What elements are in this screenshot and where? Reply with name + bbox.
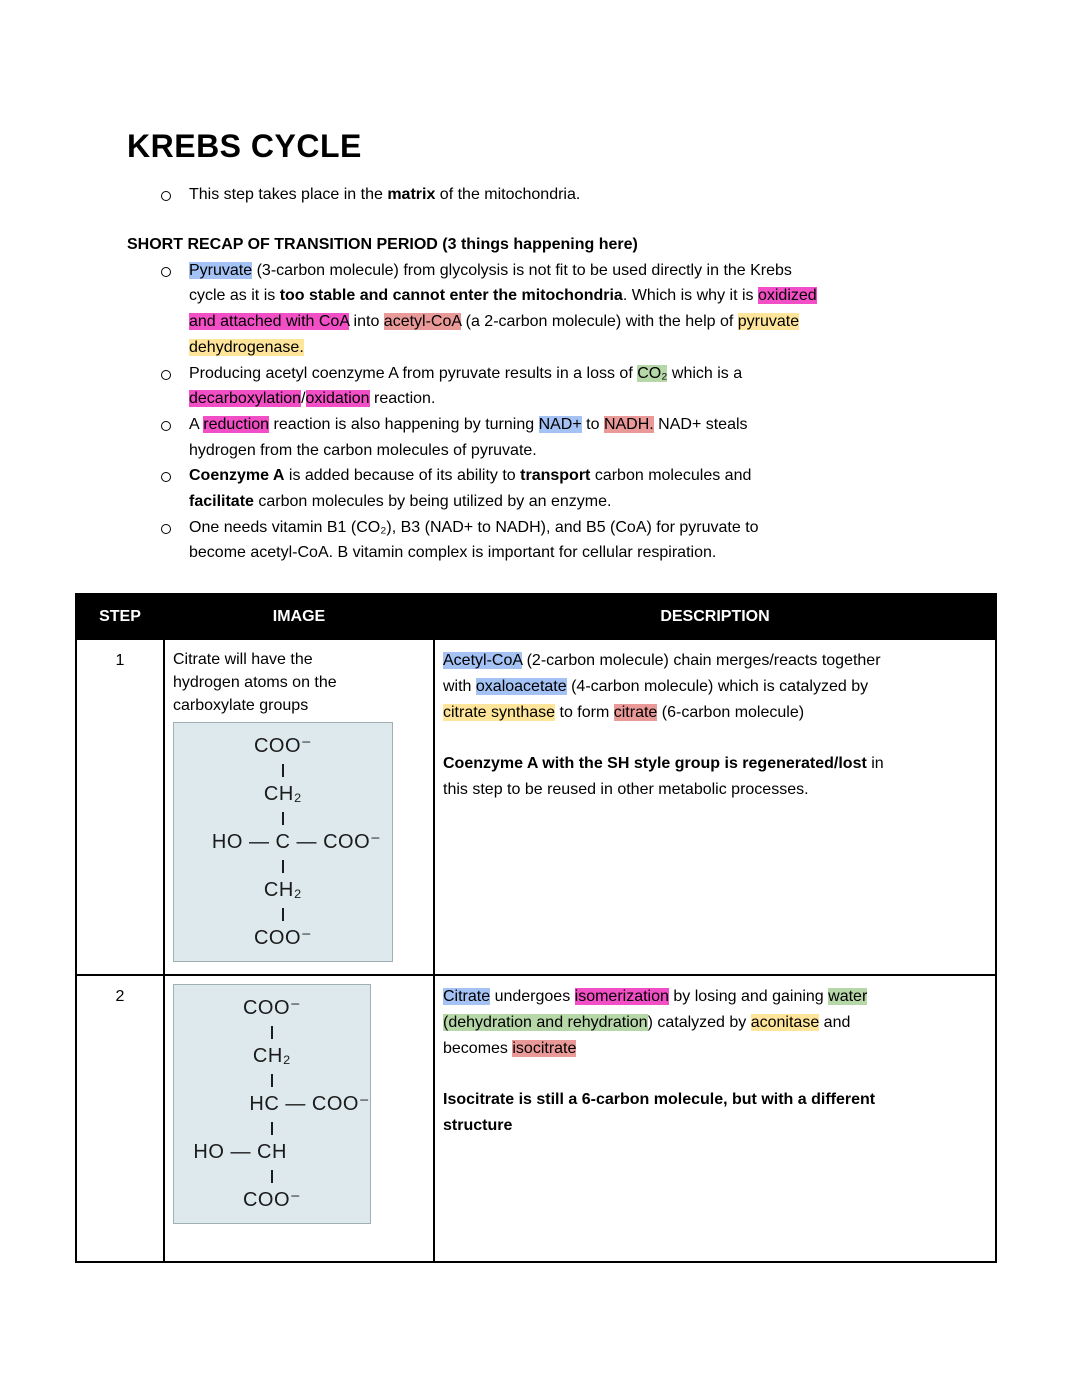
text-segment: (4-carbon molecule) which is catalyzed by [566, 677, 869, 695]
text-segment: too stable and cannot enter the mitochondria [279, 287, 623, 305]
text-segment: carbon molecules and [590, 467, 752, 485]
structure-row [174, 1164, 370, 1188]
highlighted-text: aconitase [750, 1013, 820, 1031]
text-segment: Coenzyme A with the SH style group is regenerated/lost [443, 755, 867, 773]
structure-row [174, 734, 392, 758]
bond-icon [271, 1074, 274, 1087]
list-item [161, 412, 1080, 463]
circle-bullet-icon [161, 472, 171, 482]
description-paragraph [443, 648, 987, 725]
highlighted-text: NAD+ [538, 415, 582, 433]
highlighted-text: NADH. [603, 415, 654, 433]
circle-bullet-icon [161, 524, 171, 534]
highlighted-text: Citrate [443, 988, 491, 1006]
text-segment: (2-carbon molecule) chain merges/reacts together [522, 652, 881, 670]
atom-label: COO⁻ [242, 997, 302, 1020]
highlighted-text: Pyruvate [189, 261, 253, 279]
text-segment: and [819, 1013, 851, 1031]
text-segment: to form [555, 703, 614, 721]
text-segment: of the mitochondria. [435, 186, 581, 203]
atom-label: COO⁻ [242, 1189, 302, 1212]
molecule-structure-citrate [173, 722, 393, 962]
atom-label: CH [257, 1141, 287, 1164]
text-segment: / [301, 390, 306, 408]
image-cell [164, 975, 434, 1262]
text-segment: which is a [667, 364, 743, 382]
bond-icon [271, 1026, 274, 1039]
text-segment: facilitate [189, 493, 254, 511]
description-paragraph [443, 751, 987, 802]
text-segment: cycle as it is [189, 287, 280, 305]
text-segment: to [581, 415, 604, 433]
highlighted-text: oxidized [757, 287, 817, 305]
text-segment: reaction. [369, 390, 436, 408]
text-segment: by losing and gaining [668, 988, 829, 1006]
structure-row [174, 996, 370, 1020]
table-header-row [76, 594, 996, 639]
highlighted-text: Acetyl-CoA [443, 652, 523, 670]
list-item-text [189, 361, 951, 412]
structure-row [174, 854, 392, 878]
highlighted-text: decarboxylation [189, 390, 302, 408]
text-segment: with [443, 677, 476, 695]
text-segment: NAD+ steals [653, 415, 748, 433]
atom-label: CH₂ [263, 783, 303, 806]
highlighted-text: pyruvate [737, 313, 800, 331]
atom-label: HO — [193, 1141, 258, 1164]
molecule-structure-isocitrate [173, 984, 371, 1224]
text-segment: (a 2-carbon molecule) with the help of [461, 313, 738, 331]
highlighted-text: reduction [203, 415, 270, 433]
text-segment: hydrogen atoms on the [173, 674, 337, 692]
structure-row [174, 1044, 370, 1068]
recap-bullet-list [0, 258, 1080, 566]
structure-row [174, 1116, 370, 1140]
highlighted-text: isomerization [574, 988, 669, 1006]
description-paragraph [443, 1087, 987, 1138]
list-item-text [189, 412, 951, 463]
text-segment: into [349, 313, 384, 331]
structure-row [174, 806, 392, 830]
text-segment: is added because of its ability to [284, 467, 521, 485]
description-cell [434, 639, 996, 975]
highlighted-text: isocitrate [512, 1039, 577, 1057]
steps-table [75, 593, 997, 1263]
bond-icon [282, 860, 285, 873]
image-cell [164, 639, 434, 975]
intro-bullet-list [0, 182, 1080, 208]
highlighted-text: (dehydration and rehydration [443, 1013, 648, 1031]
atom-label: COO⁻ [253, 735, 313, 758]
text-segment: undergoes [490, 988, 575, 1006]
text-segment: matrix [387, 186, 436, 203]
bond-icon [282, 908, 285, 921]
text-segment: hydrogen from the carbon molecules of pyruvate. [189, 441, 537, 459]
column-header-description: DESCRIPTION [434, 594, 996, 639]
structure-row [174, 1092, 370, 1116]
atom-label: C [275, 831, 291, 854]
atom-label: HC [249, 1093, 280, 1116]
atom-label: CH₂ [252, 1045, 292, 1068]
step-number: 2 [76, 975, 164, 1262]
text-segment: (6-carbon molecule) [657, 703, 805, 721]
structure-row [174, 902, 392, 926]
atom-label: CH₂ [263, 879, 303, 902]
page-title: KREBS CYCLE [127, 128, 362, 164]
text-segment: reaction is also happening by turning [269, 415, 539, 433]
circle-bullet-icon [161, 267, 171, 277]
text-segment: Citrate will have the [173, 651, 313, 669]
text-segment: in [866, 755, 884, 773]
structure-row [174, 1140, 370, 1164]
circle-bullet-icon [161, 421, 171, 431]
atom-label: COO⁻ [253, 927, 313, 950]
highlighted-text: dehydrogenase. [189, 338, 304, 356]
list-item [161, 361, 1080, 412]
text-segment: become acetyl-CoA. B vitamin complex is important for cellular respiration. [189, 544, 717, 562]
text-segment: transport [520, 467, 591, 485]
bond-icon [282, 812, 285, 825]
list-item-text [189, 463, 951, 514]
highlighted-text: CO₂ [637, 364, 668, 382]
step-number: 1 [76, 639, 164, 975]
highlighted-text: oxidation [305, 390, 370, 408]
atom-label: HO — [211, 831, 276, 854]
list-item [161, 515, 1080, 566]
structure-row [174, 782, 392, 806]
list-item-text [189, 182, 951, 208]
text-segment: becomes [443, 1039, 513, 1057]
text-segment: carbon molecules by being utilized by an enzyme. [253, 493, 612, 511]
column-header-image: IMAGE [164, 594, 434, 639]
atom-label: — COO⁻ [279, 1093, 370, 1116]
atom-label: — COO⁻ [290, 831, 382, 854]
structure-row [174, 758, 392, 782]
highlighted-text: citrate [613, 703, 658, 721]
text-segment: carboxylate groups [173, 697, 309, 715]
list-item-text [189, 515, 951, 566]
text-segment: One needs vitamin B1 (CO₂), B3 (NAD+ to NADH), and B5 (CoA) for pyruvate to [189, 518, 759, 536]
circle-bullet-icon [161, 370, 171, 380]
bond-icon [282, 764, 285, 777]
highlighted-text: and attached with CoA [189, 313, 350, 331]
text-segment: This step takes place in the [189, 186, 388, 203]
structure-row [174, 1020, 370, 1044]
list-item-text [189, 258, 951, 361]
text-segment: A [189, 415, 204, 433]
text-segment: Coenzyme A [189, 467, 285, 485]
section-heading: SHORT RECAP OF TRANSITION PERIOD (3 things happening here) [127, 235, 638, 253]
circle-bullet-icon [161, 191, 171, 201]
highlighted-text: water [828, 988, 868, 1006]
list-item [161, 258, 1080, 361]
highlighted-text: acetyl-CoA [383, 313, 462, 331]
structure-row [174, 878, 392, 902]
bond-icon [271, 1122, 274, 1135]
description-paragraph [443, 984, 987, 1061]
text-segment: (3-carbon molecule) from glycolysis is not fit to be used directly in the Krebs [252, 261, 792, 279]
list-item [161, 182, 1080, 208]
text-segment: this step to be reused in other metabolic processes. [443, 780, 809, 798]
highlighted-text: citrate synthase [443, 703, 556, 721]
text-segment: . Which is why it is [622, 287, 758, 305]
text-segment: ) catalyzed by [647, 1013, 751, 1031]
structure-row [174, 1188, 370, 1212]
structure-row [174, 926, 392, 950]
structure-row [174, 830, 392, 854]
structure-row [174, 1068, 370, 1092]
table-row [76, 639, 996, 975]
text-segment: Producing acetyl coenzyme A from pyruvate results in a loss of [189, 364, 638, 382]
list-item [161, 463, 1080, 514]
column-header-step: STEP [76, 594, 164, 639]
text-segment: Isocitrate is still a 6-carbon molecule, but with a different [443, 1091, 876, 1109]
image-caption [173, 648, 425, 717]
text-segment: structure [443, 1116, 513, 1134]
bond-icon [271, 1170, 274, 1183]
highlighted-text: oxaloacetate [475, 677, 567, 695]
description-cell [434, 975, 996, 1262]
table-row [76, 975, 996, 1262]
